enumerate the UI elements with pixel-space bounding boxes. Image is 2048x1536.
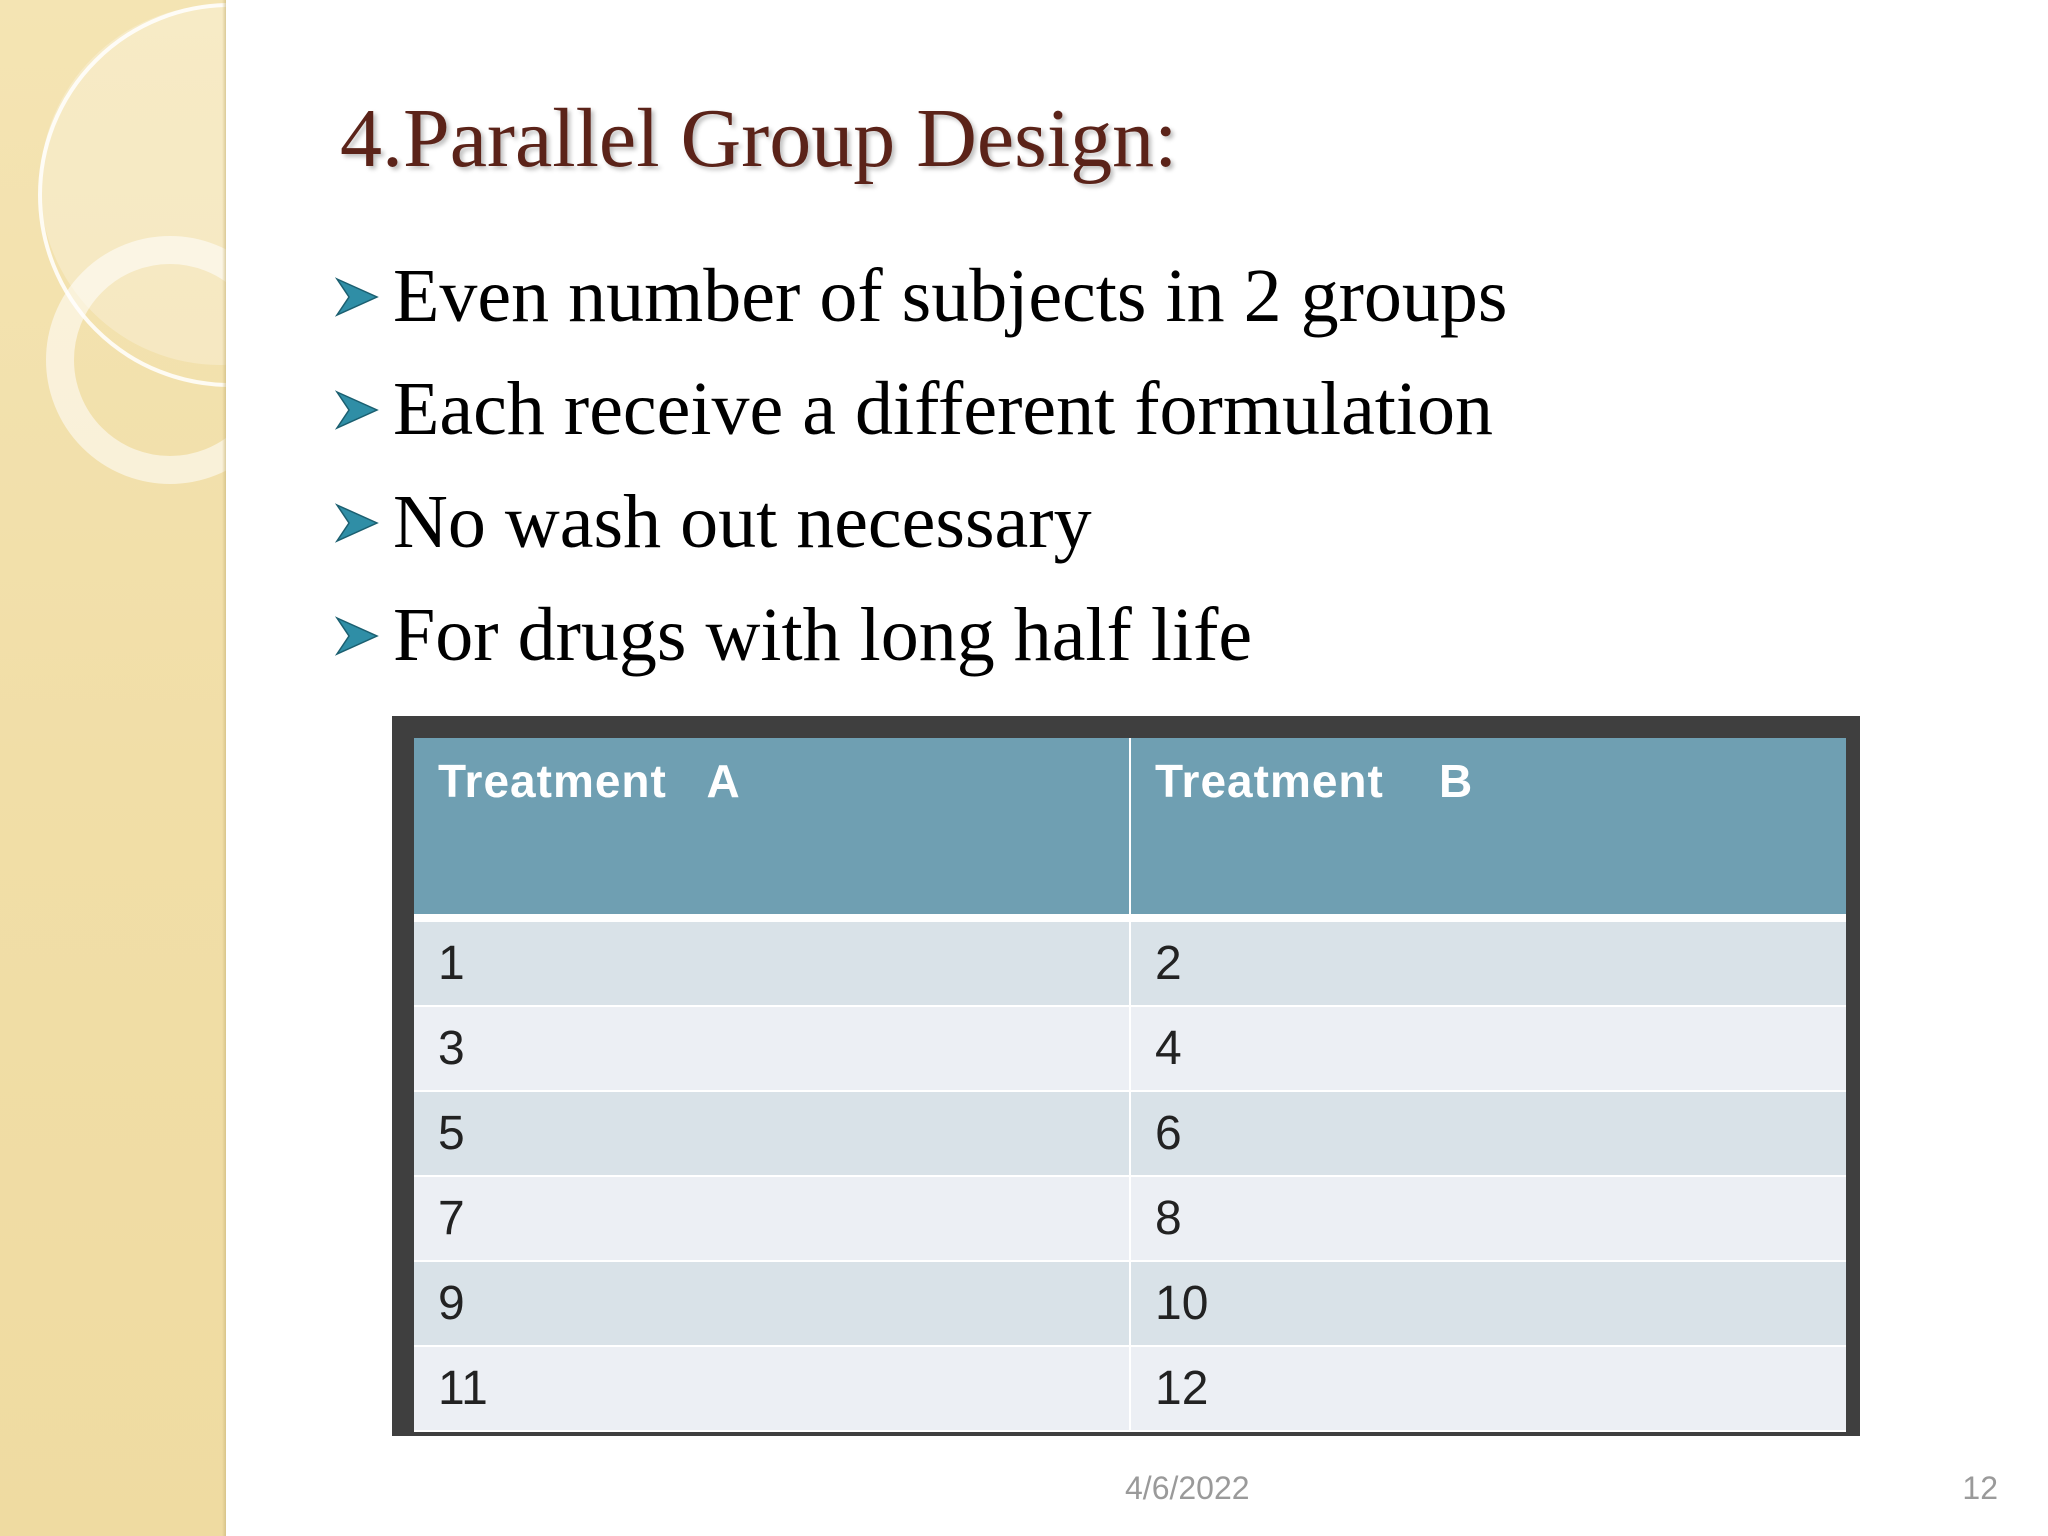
bullet-text: No wash out necessary <box>393 480 1092 564</box>
table-cell: 1 <box>414 918 1130 1006</box>
bullet-item <box>335 466 1507 579</box>
table-cell: 10 <box>1130 1261 1846 1346</box>
header-treatment-b: Treatment B <box>1130 738 1846 918</box>
table-cell: 6 <box>1130 1091 1846 1176</box>
treatment-table <box>414 738 1846 1432</box>
table-cell: 12 <box>1130 1346 1846 1431</box>
arrow-bullet-icon <box>335 277 385 317</box>
bullet-item <box>335 353 1507 466</box>
bullet-item <box>335 240 1507 353</box>
arrow-bullet-icon <box>335 616 385 656</box>
bullet-text: Each receive a different formulation <box>393 367 1494 451</box>
table-row <box>414 1176 1846 1261</box>
table-cell: 4 <box>1130 1006 1846 1091</box>
bullet-text: Even number of subjects in 2 groups <box>393 254 1508 338</box>
table-header-row <box>414 738 1846 918</box>
table-frame <box>392 716 1860 1436</box>
table-cell: 5 <box>414 1091 1130 1176</box>
table-cell: 8 <box>1130 1176 1846 1261</box>
table-row <box>414 918 1846 1006</box>
table-cell: 2 <box>1130 918 1846 1006</box>
table-row <box>414 1091 1846 1176</box>
slide-page-number: 12 <box>1962 1470 1998 1506</box>
decorative-side-panel <box>0 0 226 1536</box>
table-cell: 3 <box>414 1006 1130 1091</box>
bullet-item <box>335 579 1507 692</box>
table-row <box>414 1006 1846 1091</box>
arrow-bullet-icon <box>335 503 385 543</box>
table-cell: 7 <box>414 1176 1130 1261</box>
footer-date: 4/6/2022 <box>1125 1470 1250 1506</box>
bullet-text: For drugs with long half life <box>393 593 1253 677</box>
decorative-rings-graphic <box>0 0 226 1536</box>
table-row <box>414 1261 1846 1346</box>
table-row <box>414 1346 1846 1431</box>
arrow-bullet-icon <box>335 390 385 430</box>
header-treatment-a: Treatment A <box>414 738 1130 918</box>
table-cell: 11 <box>414 1346 1130 1431</box>
table-cell: 9 <box>414 1261 1130 1346</box>
bullet-list <box>335 240 1507 692</box>
slide-title: 4.Parallel Group Design: <box>340 92 1178 185</box>
